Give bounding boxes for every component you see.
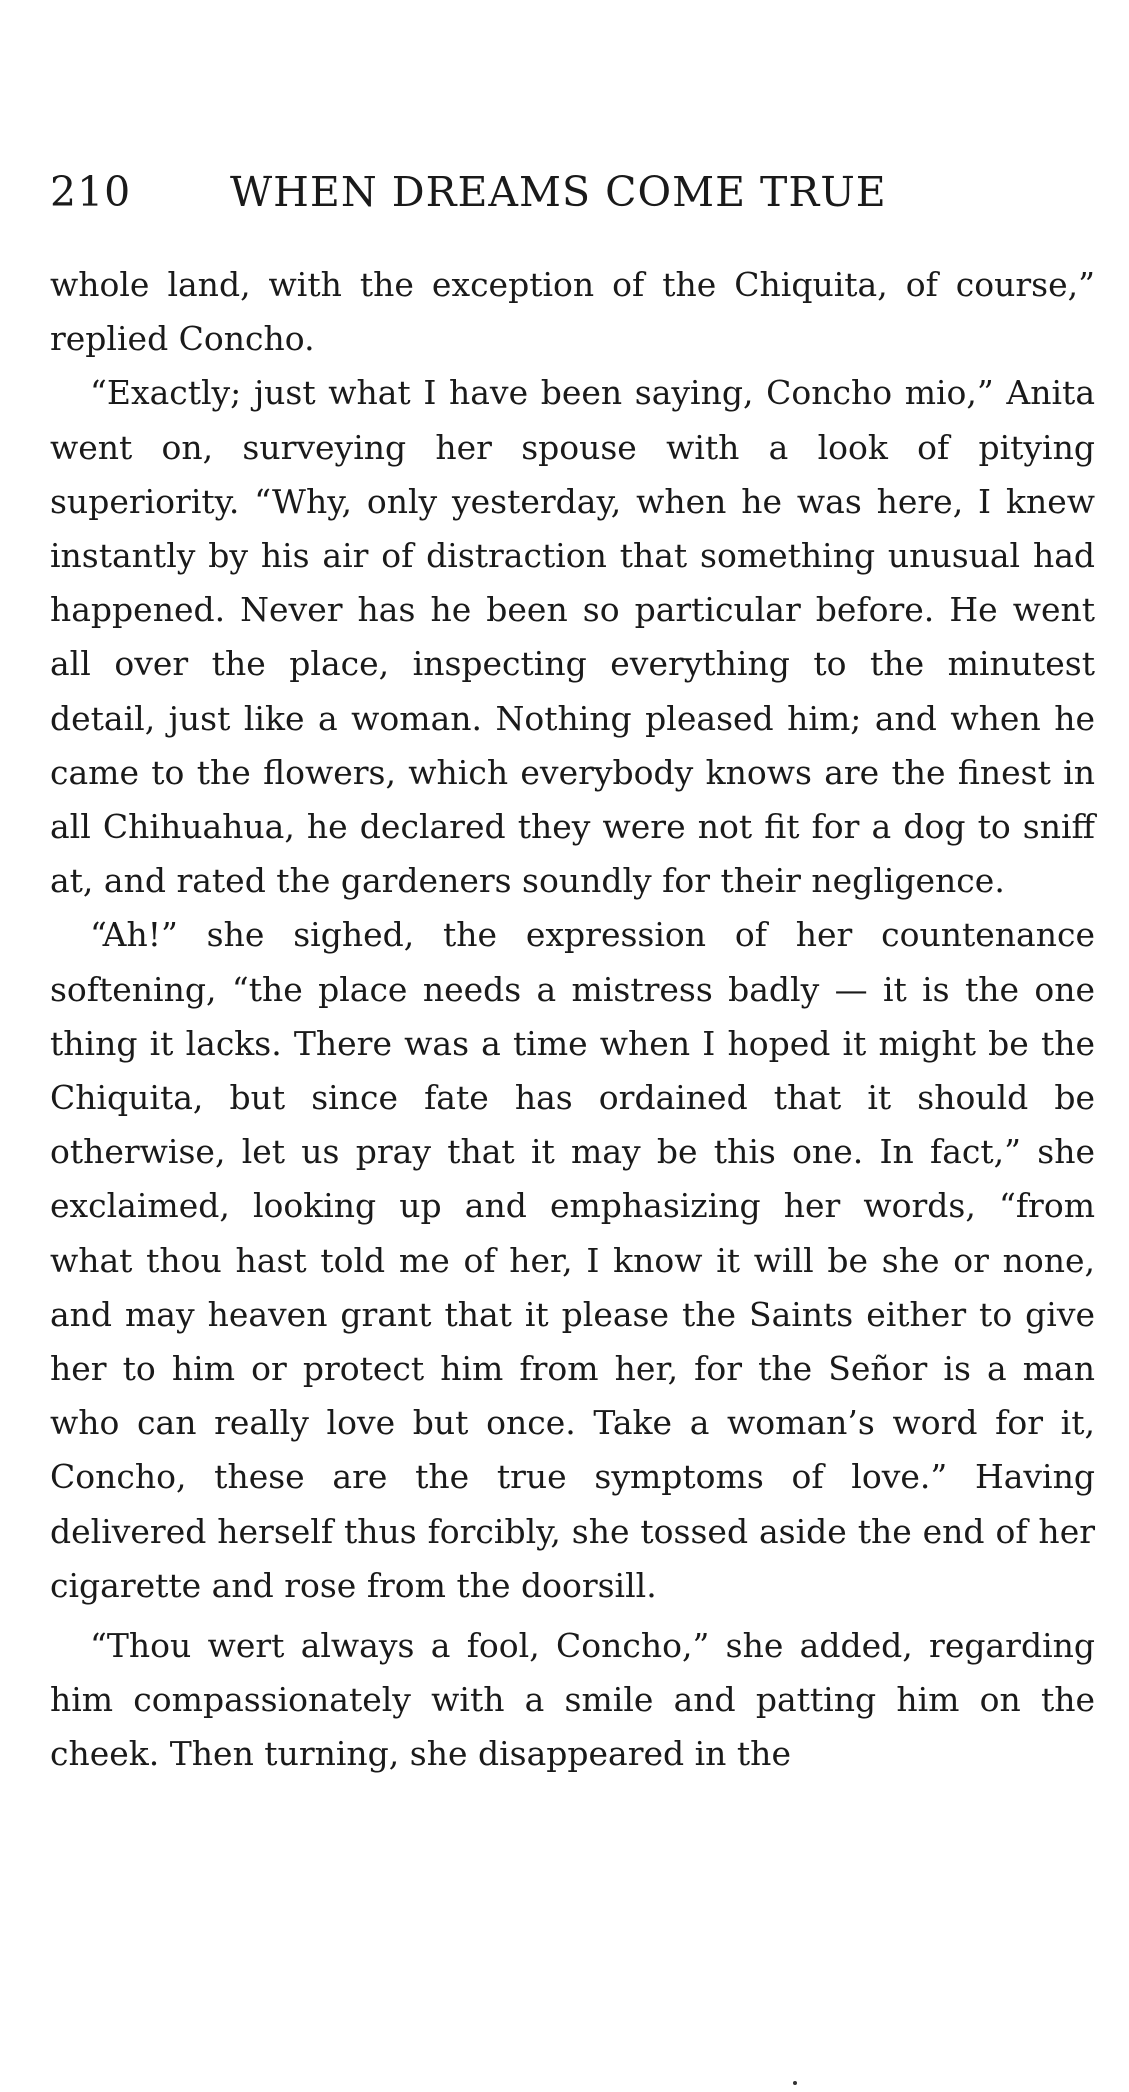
paragraph-3: “Ah!” she sighed, the expression of her countenance softening, “the place needs a mistress badly — it is the one thing it lacks. There was a time when I hoped it might be the Chiquita, but since fate has ordained that it should be otherwise, let us pray that it may be this one. In fact,” she exclaimed, looking up and emphasizing her words, “from what thou hast told me of her, I know it will be she or none, and may heaven grant that it please the Saints either to give her to him or protect him from her, for the Señor is a man who can really love but once. Take a woman’s word for it, Concho, these are the true symptoms of love.” Having delivered herself thus forcibly, she tossed aside the end of her cigarette and rose from the doorsill.: [50, 915, 1095, 1605]
paragraph-2: “Exactly; just what I have been saying, Concho mio,” Anita went on, surveying her spouse with a look of pitying superiority. “Why, only yesterday, when he was here, I knew instantly by his air of distraction that something unusual had happened. Never has he been so particular before. He went all over the place, inspecting everything to the minutest detail, just like a woman. Nothing pleased him; and when he came to the flowers, which everybody knows are the finest in all Chihuahua, he declared they were not fit for a dog to sniff at, and rated the gardeners soundly for their negligence.: [50, 373, 1095, 901]
paragraph-1: whole land, with the exception of the Chiquita, of course,” replied Concho.: [50, 265, 1095, 359]
body-text: [50, 258, 1095, 1782]
page-number: 210: [50, 168, 132, 216]
print-speck: [793, 2081, 797, 2085]
running-title: WHEN DREAMS COME TRUE: [230, 168, 887, 216]
running-head: [50, 168, 1100, 218]
paragraph-4: “Thou wert always a fool, Concho,” she added, regarding him compassionately with a smile and patting him on the cheek. Then turning, she disappeared in the: [50, 1626, 1095, 1774]
